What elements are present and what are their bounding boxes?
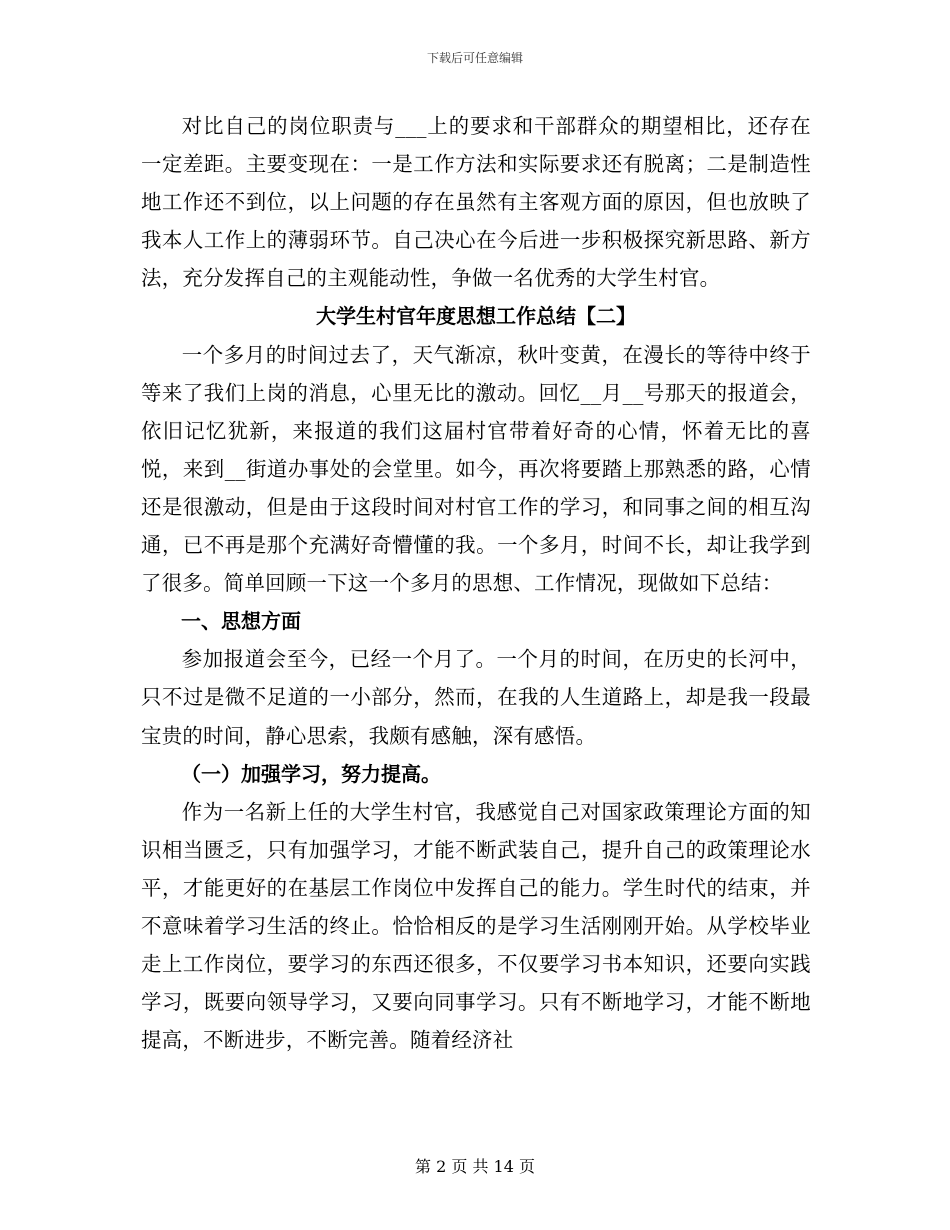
page-footer: 第 2 页 共 14 页 xyxy=(415,1157,535,1176)
paragraph-4: 作为一名新上任的大学生村官，我感觉自己对国家政策理论方面的知识相当匮乏，只有加强学习，才能不断武装自己，提升自己的政策理论水平，才能更好的在基层工作岗位中发挥自己的能力。学生时代的结束，并不意味着学习生活的终止。恰恰相反的是学习生活刚刚开始。从学校毕业走上工作岗位，要学习的东西还很多，不仅要学习书本知识，还要向实践学习，既要向领导学习，又要向同事学习。只有不断地学习，才能不断地提高，不断进步，不断完善。随着经济社 xyxy=(141,799,811,1053)
section-title: 大学生村官年度思想工作总结【二】 xyxy=(316,304,636,329)
paragraph-3: 参加报道会至今，已经一个月了。一个月的时间，在历史的长河中，只不过是微不足道的一小部分，然而，在我的人生道路上，却是我一段最宝贵的时间，静心思索，我颇有感触，深有感悟。 xyxy=(141,647,811,748)
subheading-study: （一）加强学习，努力提高。 xyxy=(181,761,441,786)
document-body xyxy=(141,107,811,1059)
heading-thought: 一、思想方面 xyxy=(181,609,301,634)
paragraph-2: 一个多月的时间过去了，天气渐凉，秋叶变黄，在漫长的等待中终于等来了我们上岗的消息，心里无比的激动。回忆__月__号那天的报道会，依旧记忆犹新，来报道的我们这届村官带着好奇的心情，怀着无比的喜悦，来到__街道办事处的会堂里。如今，再次将要踏上那熟悉的路，心情还是很激动，但是由于这段时间对村官工作的学习，和同事之间的相互沟通，已不再是那个充满好奇懵懂的我。一个多月，时间不长，却让我学到了很多。简单回顾一下这一个多月的思想、工作情况，现做如下总结： xyxy=(141,342,811,596)
page-header: 下载后可任意编辑 xyxy=(426,51,523,65)
paragraph-1: 对比自己的岗位职责与___上的要求和干部群众的期望相比，还存在一定差距。主要变现在：一是工作方法和实际要求还有脱离；二是制造性地工作还不到位，以上问题的存在虽然有主客观方面的原因，但也放映了我本人工作上的薄弱环节。自己决心在今后进一步积极探究新思路、新方法，充分发挥自己的主观能动性，争做一名优秀的大学生村官。 xyxy=(141,114,811,291)
